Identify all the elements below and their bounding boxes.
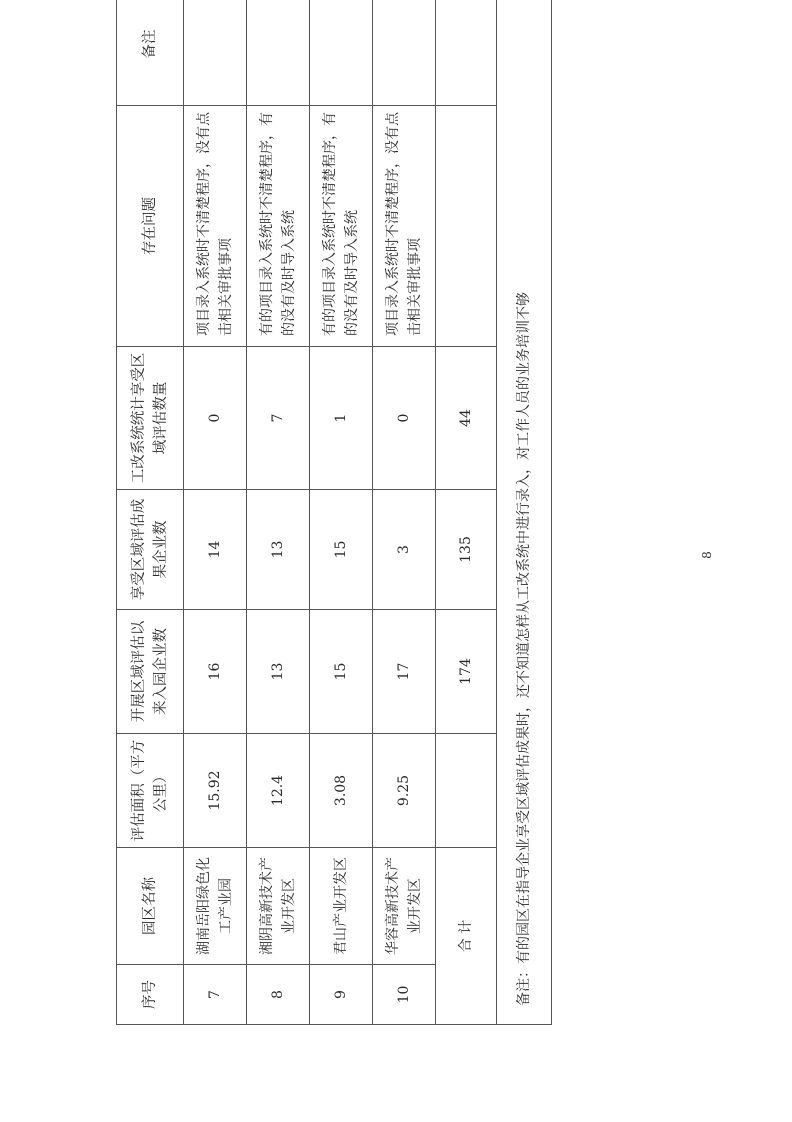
header-area: 评估面积（平方公里） xyxy=(117,734,184,848)
cell-park-name: 湖南岳阳绿色化工产业园 xyxy=(184,848,247,965)
total-area xyxy=(436,734,497,848)
header-row xyxy=(117,0,184,1025)
rotated-page-content xyxy=(116,29,534,1025)
cell-park-name: 华容高新技术产业开发区 xyxy=(373,848,436,965)
cell-system-count: 1 xyxy=(310,347,373,490)
table-row xyxy=(373,0,436,1025)
table-row xyxy=(310,0,373,1025)
total-remark xyxy=(436,0,497,106)
cell-no: 10 xyxy=(373,965,436,1025)
cell-area: 15.92 xyxy=(184,734,247,848)
table-row xyxy=(184,0,247,1025)
header-benefited: 享受区域评估成果企业数 xyxy=(117,490,184,610)
cell-issue: 有的项目录入系统时不清楚程序，有的没有及时导入系统 xyxy=(310,106,373,347)
note-row xyxy=(497,0,552,1025)
note-text: 备注：有的园区在指导企业享受区域评估成果时，还不知道怎样从工改系统中进行录入，对工作人员的业务培训不够 xyxy=(497,0,552,1025)
cell-remark xyxy=(310,0,373,106)
header-park-name: 园区名称 xyxy=(117,848,184,965)
cell-system-count: 0 xyxy=(184,347,247,490)
cell-benefited: 14 xyxy=(184,490,247,610)
cell-remark xyxy=(373,0,436,106)
cell-entered: 15 xyxy=(310,610,373,734)
cell-entered: 13 xyxy=(247,610,310,734)
cell-area: 9.25 xyxy=(373,734,436,848)
header-entered: 开展区域评估以来入园企业数 xyxy=(117,610,184,734)
cell-remark xyxy=(247,0,310,106)
cell-issue: 有的项目录入系统时不清楚程序，有的没有及时导入系统 xyxy=(247,106,310,347)
cell-issue: 项目录入系统时不清楚程序，没有点击相关审批事项 xyxy=(184,106,247,347)
total-issue xyxy=(436,106,497,347)
total-benefited: 135 xyxy=(436,490,497,610)
cell-system-count: 7 xyxy=(247,347,310,490)
cell-no: 9 xyxy=(310,965,373,1025)
cell-area: 12.4 xyxy=(247,734,310,848)
cell-issue: 项目录入系统时不清楚程序，没有点击相关审批事项 xyxy=(373,106,436,347)
total-entered: 174 xyxy=(436,610,497,734)
table-row xyxy=(247,0,310,1025)
total-label: 合 计 xyxy=(436,848,497,1025)
total-row xyxy=(436,0,497,1025)
cell-system-count: 0 xyxy=(373,347,436,490)
cell-park-name: 湘阴高新技术产业开发区 xyxy=(247,848,310,965)
cell-park-name: 君山产业开发区 xyxy=(310,848,373,965)
header-no: 序号 xyxy=(117,965,184,1025)
cell-entered: 17 xyxy=(373,610,436,734)
cell-benefited: 15 xyxy=(310,490,373,610)
total-system-count: 44 xyxy=(436,347,497,490)
header-system-count: 工改系统统计享受区域评估数量 xyxy=(117,347,184,490)
cell-area: 3.08 xyxy=(310,734,373,848)
page-number: 8 xyxy=(699,551,714,559)
cell-benefited: 3 xyxy=(373,490,436,610)
header-issue: 存在问题 xyxy=(117,106,184,347)
cell-no: 7 xyxy=(184,965,247,1025)
cell-no: 8 xyxy=(247,965,310,1025)
cell-remark xyxy=(184,0,247,106)
cell-entered: 16 xyxy=(184,610,247,734)
assessment-table xyxy=(116,0,552,1025)
header-remark: 备注 xyxy=(117,0,184,106)
cell-benefited: 13 xyxy=(247,490,310,610)
